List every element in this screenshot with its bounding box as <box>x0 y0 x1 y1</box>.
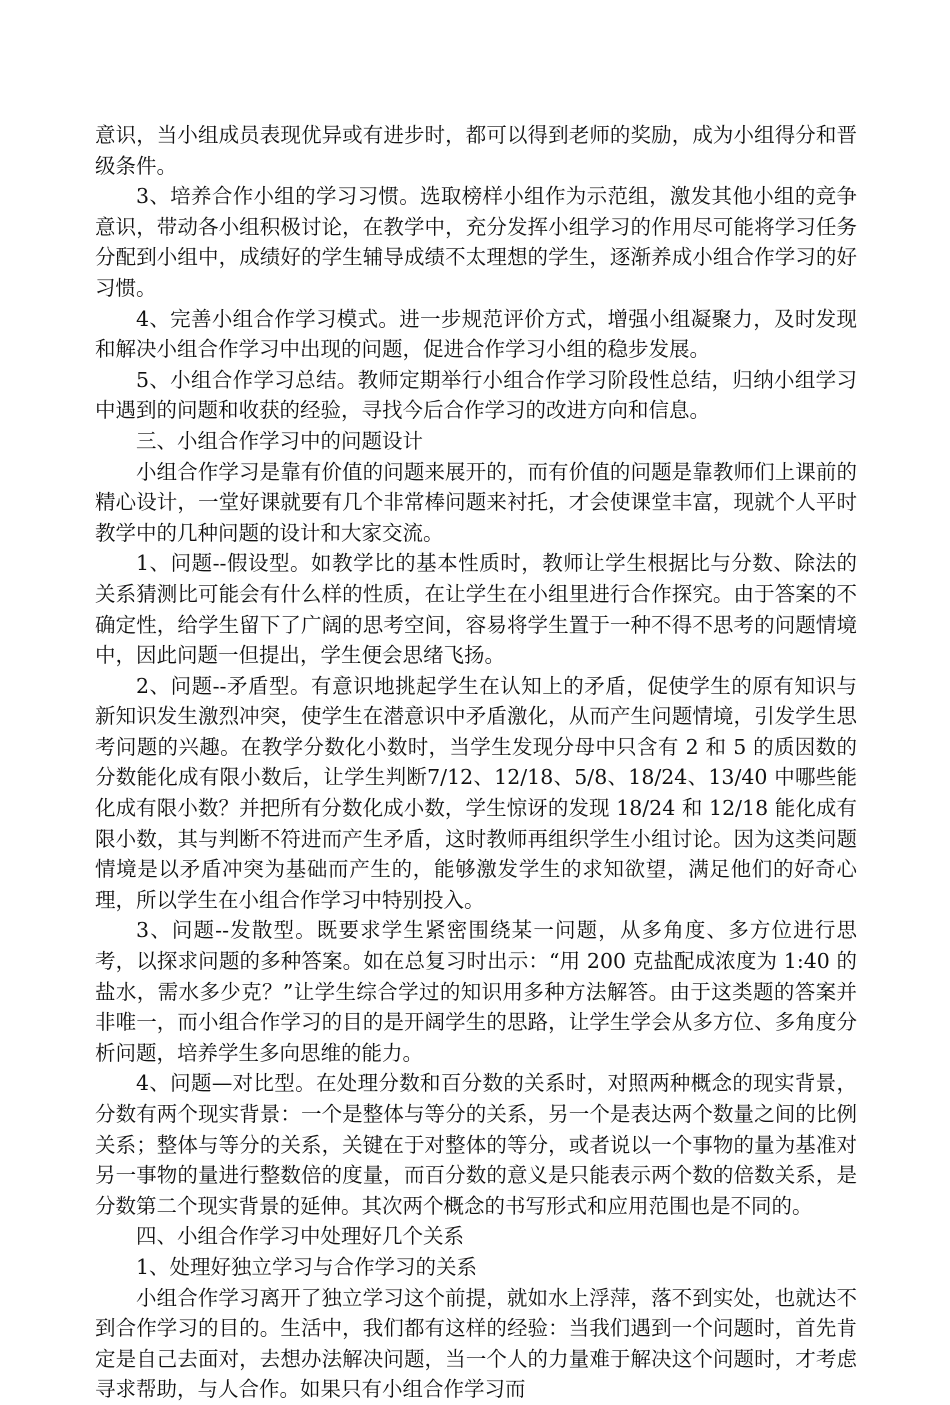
section-heading: 三、小组合作学习中的问题设计 <box>136 428 423 453</box>
paragraph: 4、完善小组合作学习模式。进一步规范评价方式，增强小组凝聚力，及时发现和解决小组合作学习中出现的问题，促进合作学习小组的稳步发展。 <box>95 306 857 362</box>
subsection-heading: 1、处理好独立学习与合作学习的关系 <box>136 1254 478 1279</box>
paragraph: 3、问题--发散型。既要求学生紧密围绕某一问题，从多角度、多方位进行思考，以探求问题的多种答案。如在总复习时出示：“用 200 克盐配成浓度为 1:40 的盐水，需水多少克？”让学生综合学过的知识用多种方法解答。由于这类题的答案并非唯一，而小组合作学习的目的是开阔学生的思路，让学生学会从多方位、多角度分析问题，培养学生多向思维的能力。 <box>95 918 857 1065</box>
paragraph: 意识，当小组成员表现优异或有进步时，都可以得到老师的奖励，成为小组得分和晋级条件。 <box>95 123 857 178</box>
paragraph: 2、问题--矛盾型。有意识地挑起学生在认知上的矛盾，促使学生的原有知识与新知识发生激烈冲突，使学生在潜意识中矛盾激化，从而产生问题情境，引发学生思考问题的兴趣。在教学分数化小数时，当学生发现分母中只含有 2 和 5 的质因数的分数能化成有限小数后，让学生判断7/12、12/18、5/8、18/24、13/40 中哪些能化成有限小数？并把所有分数化成小数，学生惊讶的发现 18/24 和 12/18 能化成有限小数，其与判断不符进而产生矛盾，这时教师再组织学生小组讨论。因为这类问题情境是以矛盾冲突为基础而产生的，能够激发学生的求知欲望，满足他们的好奇心理，所以学生在小组合作学习中特别投入。 <box>95 673 857 912</box>
document-body <box>95 120 857 1405</box>
paragraph: 小组合作学习是靠有价值的问题来展开的，而有价值的问题是靠教师们上课前的精心设计，一堂好课就要有几个非常棒问题来衬托，才会使课堂丰富，现就个人平时教学中的几种问题的设计和大家交流。 <box>95 459 857 545</box>
paragraph: 4、问题—对比型。在处理分数和百分数的关系时，对照两种概念的现实背景，分数有两个现实背景：一个是整体与等分的关系，另一个是表达两个数量之间的比例关系；整体与等分的关系，关键在于对整体的等分，或者说以一个事物的量为基准对另一事物的量进行整数倍的度量，而百分数的意义是只能表示两个数的倍数关系，是分数第二个现实背景的延伸。其次两个概念的书写形式和应用范围也是不同的。 <box>95 1071 857 1218</box>
paragraph: 3、培养合作小组的学习习惯。选取榜样小组作为示范组，激发其他小组的竞争意识，带动各小组积极讨论，在教学中，充分发挥小组学习的作用尽可能将学习任务分配到小组中，成绩好的学生辅导成绩不太理想的学生，逐渐养成小组合作学习的好习惯。 <box>95 184 857 300</box>
paragraph: 5、小组合作学习总结。教师定期举行小组合作学习阶段性总结，归纳小组学习中遇到的问题和收获的经验，寻找今后合作学习的改进方向和信息。 <box>95 367 857 423</box>
paragraph: 小组合作学习离开了独立学习这个前提，就如水上浮萍，落不到实处，也就达不到合作学习的目的。生活中，我们都有这样的经验：当我们遇到一个问题时，首先肯定是自己去面对，去想办法解决问题，当一个人的力量难于解决这个问题时，才考虑寻求帮助，与人合作。如果只有小组合作学习而 <box>95 1285 857 1402</box>
section-heading: 四、小组合作学习中处理好几个关系 <box>136 1224 464 1249</box>
paragraph: 1、问题--假设型。如教学比的基本性质时，教师让学生根据比与分数、除法的关系猜测比可能会有什么样的性质，在让学生在小组里进行合作探究。由于答案的不确定性，给学生留下了广阔的思考空间，容易将学生置于一种不得不思考的问题情境中，因此问题一但提出，学生便会思绪飞扬。 <box>95 551 857 668</box>
